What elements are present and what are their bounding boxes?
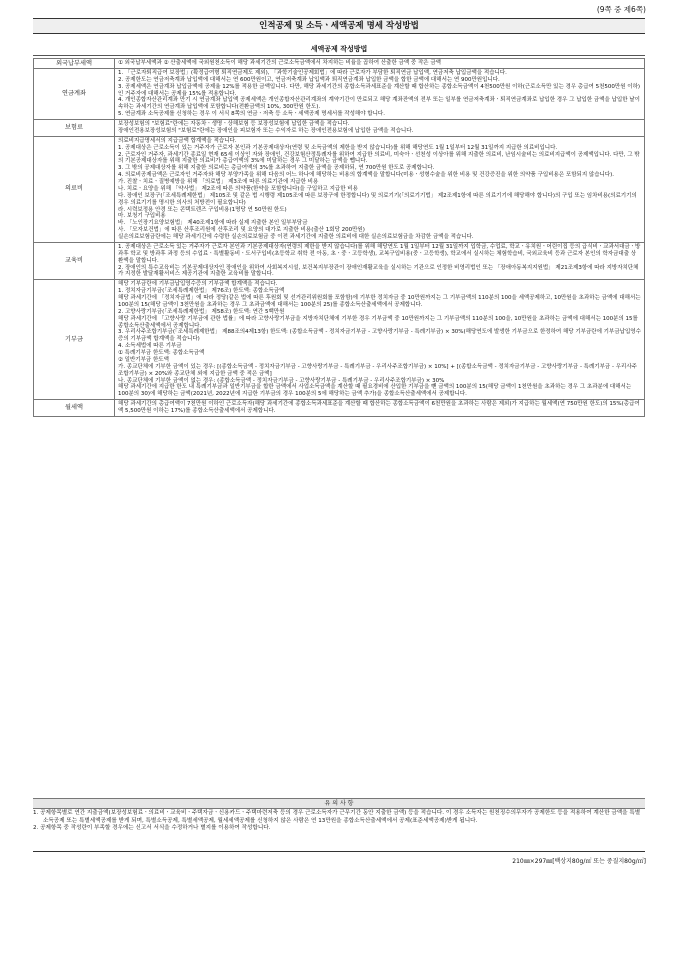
content-line: 1. 공제대상은 근로소득 있는 거주자가 근로자 본인과 기본공제대상자(연령의 제한을 받지 않습니다)를 위해 해당연도 1월 1일부터 12월 31일까지 입학금, 수업료, 학교ㆍ유치원ㆍ어린이집 등의 급식비ㆍ교과서대금ㆍ방과후 학교 및 방과후 과정 등의 수업료ㆍ특별활동비ㆍ도서구입비(초등학교 취학 전 아동, 초ㆍ중ㆍ고등학생), 교복구입비용(중ㆍ고등학생), 학교에서 실시하는 체험학습비, 국외교육비 등과 근로자 본인의 학자금대출 상환액을 말합니다.: [118, 243, 641, 264]
row-label: 연금계좌: [34, 68, 115, 119]
content-line: 가. 진찰ㆍ치료ㆍ질병예방을 위해 「의료법」 제3조에 따른 의료기관에 지급한 비용: [118, 179, 319, 185]
row-content: [115, 280, 645, 400]
content-line: 의료비지급명세서의 지급금액 합계액을 적습니다.: [118, 137, 237, 144]
table-row: [34, 242, 645, 279]
content-line: 4. 소득세법에 따른 기부금: [118, 343, 182, 350]
content-line: 보장성보험의 "보험료"란에는 자동차ㆍ생명ㆍ상해보험 등 보장성보험에 납입한 금액을 적습니다.: [118, 121, 350, 127]
content-line: 바. 「노인장기요양보험법」 제40조제1항에 따라 실제 지출한 본인 일부부담금: [118, 220, 308, 227]
content-line: 2. 공제한도는 연금저축계좌 납입액에 대해서는 연 600만원이고, 연금저축계좌 납입액과 퇴직연금계좌 납입한 금액을 합한 금액에 대해서는 연 900만원입니다.: [118, 76, 500, 83]
content-line: ① 외국납부세액과 ② 산출세액에 국외원천소득이 해당 과세기간의 근로소득금액에서 차지하는 비율을 곱하여 산출한 금액 중 작은 금액: [118, 60, 441, 66]
content-line: 3. 우리사주조합기부금(「조세특례제한법」 제88조의4제13항) 한도액: (종합소득금액 - 정치자금기부금 - 고향사랑기부금 - 특례기부금) × 30%(해당연도에 발생한 기부금으로 한정하여 해당 기부금란에 기부금납입영수증의 기부금액 합계액을 적습니다): [118, 329, 641, 343]
content-line: 해당 과세기간의 총급여액이 7천만원 이하인 근로소득자(해당 과세기간에 종합소득과세표준을 계산할 때 합산하는 종합소득금액이 6천만원을 초과하는 사람은 제외)가 지급하는 월세액(연 750만원 한도)의 15%(총급여액 5,500만원 이하는 17%)를 종합소득산출세액에서 공제합니다.: [118, 401, 640, 414]
content-line: 실손의료보험금란에는 해당 과세기간에 수령한 실손의료보험금 중 이전 과세기간에 지출한 의료비에 대한 실손의료보험금을 차감한 금액을 적습니다.: [118, 234, 474, 240]
page-number: (9쪽 중 제6쪽): [596, 5, 646, 14]
table-row: [34, 136, 645, 242]
row-label: 월세액: [34, 400, 115, 417]
deduction-table: [33, 58, 645, 417]
content-line: 2. 고향사랑기부금(「조세특례제한법」 제58조) 한도액: 연간 5백만원: [118, 308, 285, 315]
divider: [33, 851, 645, 852]
content-line: 1. 정치자금기부금(「조세특례제한법」 제76조) 한도액: 종합소득금액: [118, 288, 285, 295]
document-title: 인적공제 및 소득ㆍ세액공제 명세 작성방법: [33, 18, 645, 34]
content-line: 3. 그 밖의 공제대상자를 위해 지출한 의료비는 총급여액의 3%를 초과하여 지출한 금액을 공제하되, 연 700만원 한도로 공제합니다.: [118, 165, 435, 172]
table-row: [34, 120, 645, 137]
row-content: [115, 68, 645, 119]
section-subtitle: 세액공제 작성방법: [33, 44, 645, 56]
row-content: [115, 242, 645, 279]
content-line: 2. 근로자인 거주자, 과세기간 종료일 현재 65세 이상인 자와 장애인, 건강보험산정특례자를 위하여 지급한 의료비, 미숙아ㆍ선천성 이상아를 위해 지출한 의료비, 난임시술비는 의료비지급액이 공제액입니다. 다만, 그 밖의 기본공제대상자를 위해 지출한 의료비가 총급여액의 3%에 미달하는 경우 그 미달하는 금액을 뺍니다.: [118, 151, 640, 165]
content-line: 나. 치료ㆍ요양을 위해 「약사법」 제2조에 따른 의약품(한약을 포함합니다)을 구입하고 지급한 비용: [118, 185, 358, 192]
row-content: [115, 400, 645, 417]
content-line: 1. 「근로자퇴직급여 보장법」(확정급여형 퇴직연금제도 제외), 「과학기술인공제회법」에 따라 근로자가 부담한 퇴직연금 납입액, 연금저축 납입금액을 적습니다.: [118, 69, 507, 76]
content-line: 해당 기부금란에 기부금납입영수증의 기부금액 합계액을 적습니다.: [118, 281, 278, 288]
notes-list: [33, 810, 645, 833]
row-label: 기부금: [34, 280, 115, 400]
content-line: 마. 보청기 구입비용: [118, 213, 166, 220]
content-line: 3. 공제세액은 연금계좌 납입금액에 공제율 12%를 적용한 금액입니다. 다만, 해당 과세기간의 종합소득과세표준을 계산할 때 합산하는 종합소득금액이 4천500만원 이하(근로소득만 있는 경우 총급여 5천500만원 이하)인 거주자에 대해서는 공제율 15%를 적용합니다.: [118, 83, 641, 97]
content-line: 해당 과세기간에 「정치자금법」에 따라 정당(같은 법에 따른 후원회 및 선거관리위원회를 포함함)에 기부한 정치자금 중 10만원까지는 그 기부금액의 110분의 100을 세액공제하고, 10만원을 초과하는 금액에 대해서는 100분의 15(해당 금액이 3천만원을 초과하는 경우 그 초과금액에 대해서는 100분의 25)를 종합소득산출세액에서 공제합니다.: [118, 295, 641, 308]
content-line: 라. 시력보정용 안경 또는 콘택트렌즈 구입비용(1명당 연 50만원 한도): [118, 206, 287, 213]
row-label: 의료비: [34, 136, 115, 242]
content-line: 5. 연금계좌 소득공제를 신청하는 경우 이 서식 8쪽의 연금ㆍ저축 등 소득ㆍ세액공제 명세서를 작성해야 합니다.: [118, 111, 385, 118]
content-line: 1. 공제대상은 근로소득이 있는 거주자가 근로자 본인과 기본공제대상자(연령 및 소득금액의 제한을 받지 않습니다)를 위해 해당연도 1월 1일부터 12월 31일까지 지급한 의료비입니다.: [118, 144, 558, 151]
row-content: [115, 59, 645, 69]
content-line: 사. 「모자보건법」에 따른 산후조리원에 산후조리 및 요양의 대가로 지출한 비용(출산 1회당 200만원): [118, 227, 365, 234]
table-row: [34, 400, 645, 417]
content-line: 가. 종교단체에 기부한 금액이 있는 경우: [(종합소득금액 - 정치자금기부금 - 고향사랑기부금 - 특례기부금 - 우리사주조합기부금) × 10%] + [(종합소득금액 - 정치자금기부금 - 고향사랑기부금 - 특례기부금 - 우리사주조합기부금) × 20%와 종교단체 외에 지급한 금액 중 적은 금액]: [118, 363, 637, 377]
paper-spec: 210㎜×297㎜[백상지80g/㎡ 또는 중질지80g/㎡]: [512, 858, 646, 865]
content-line: 다. 장애인 보장구(「조세특례제한법」 제105조 및 같은 법 시행령 제105조에 따른 보장구에 한정합니다) 및 의료기기(「의료기기법」 제2조제1항에 따른 의료기기에 해당해야 합니다)의 구입 또는 임차비용(의료기기의 경우 의료기기를 명시한 의사의 처방전이 필요합니다): [118, 192, 637, 206]
content-line: 2. 장애인의 특수교육비는 기본공제대상자인 장애인을 위하여 사회복지시설, 보건복지부장관이 장애인재활교육을 실시하는 기관으로 인정한 비영리법인 또는 「장애아동복지지원법」 제21조제3항에 따라 지방자치단체가 지정한 발달재활서비스 제공기관에 지출한 교육비를 말합니다.: [118, 264, 639, 278]
table-row: [34, 68, 645, 119]
row-label: 보험료: [34, 120, 115, 137]
content-line: ② 일반기부금 한도액: [118, 356, 169, 363]
row-label: 외국납부세액: [34, 59, 115, 69]
content-line: ① 특례기부금 한도액: 종합소득금액: [118, 350, 205, 356]
content-line: 4. 의료비공제금액은 근로자인 거주자와 해당 부양가족을 위해 다음의 어느 하나에 해당하는 비용의 합계액을 말합니다(미용ㆍ성형수술을 위한 비용 및 건강증진을 위한 의약품 구입비용은 포함되지 않습니다).: [118, 172, 615, 179]
content-line: 장애인전용보장성보험의 "보험료"란에는 장애인을 피보험자 또는 수익자로 하는 장애인전용보험에 납입한 금액을 적습니다.: [118, 127, 414, 134]
row-content: [115, 120, 645, 137]
table-row: [34, 280, 645, 400]
content-line: 해당 과세기간에 지급한 한도 내 특례기부금과 일반기부금을 합한 금액에서 사업소득금액을 계산할 때 필요경비에 산입한 기부금을 뺀 금액의 100분의 15(해당 금액이 1천만원을 초과하는 경우 그 초과분에 대해서는 100분의 30)에 해당하는 금액(2021년, 2022년에 지급한 기부금의 경우 100분의 5에 해당하는 금액 추가)을 종합소득산출세액에서 공제합니다.: [118, 384, 632, 398]
notes-heading: 유 의 사 항: [33, 798, 645, 809]
content-line: 나. 종교단체에 기부한 금액이 없는 경우: (종합소득금액 - 정치자금기부금 - 고향사랑기부금 - 특례기부금 - 우리사주조합기부금) × 30%: [118, 377, 445, 384]
content-line: 해당 과세기간에 「고향사랑 기부금에 관한 법률」에 따라 고향사랑기부금을 지방자치단체에 기부한 경우 기부금액 중 10만원까지는 그 기부금액의 110분의 100을, 10만원을 초과하는 금액에 대해서는 100분의 15를 종합소득산출세액에서 공제합니다.: [118, 315, 638, 329]
table-row: [34, 59, 645, 69]
row-label: 교육비: [34, 242, 115, 279]
note-item: 1. 공제항목별로 연간 지출금액(보장성보험료ㆍ의료비ㆍ교육비ㆍ주택자금ㆍ신용카드ㆍ주택마련저축 등의 경우 근로소득자가 근무기간 동안 지출한 금액) 등을 적습니다. 이 경우 소득자는 원천징수의무자가 공제한도 등을 적용하여 계산한 금액을 특별소득공제 또는 특별세액공제를 받게 되며, 특별소득공제, 특별세액공제, 월세세액공제를 신청하지 않은 사람은 연 13만원을 종합소득산출세액에서 공제(표준세액공제)받게 됩니다.: [33, 810, 641, 824]
note-item: 2. 공제항목 중 작성란이 부족할 경우에는 신고서 서식을 수정하거나 별지를 이용하여 작성합니다.: [33, 825, 271, 832]
content-line: 4. 개인종합자산관리계좌 만기 시 연금계좌 납입액 공제세액은 개인종합자산관리계좌의 계약기간이 만료되고 해당 계좌잔액의 전부 또는 일부를 연금저축계좌ㆍ퇴직연금계좌로 납입한 경우 그 납입한 금액을 납입한 날이 속하는 과세기간의 연금계좌 납입액에 포함합니다(전환금액의 10%, 300만원 한도).: [118, 97, 640, 111]
row-content: [115, 136, 645, 242]
